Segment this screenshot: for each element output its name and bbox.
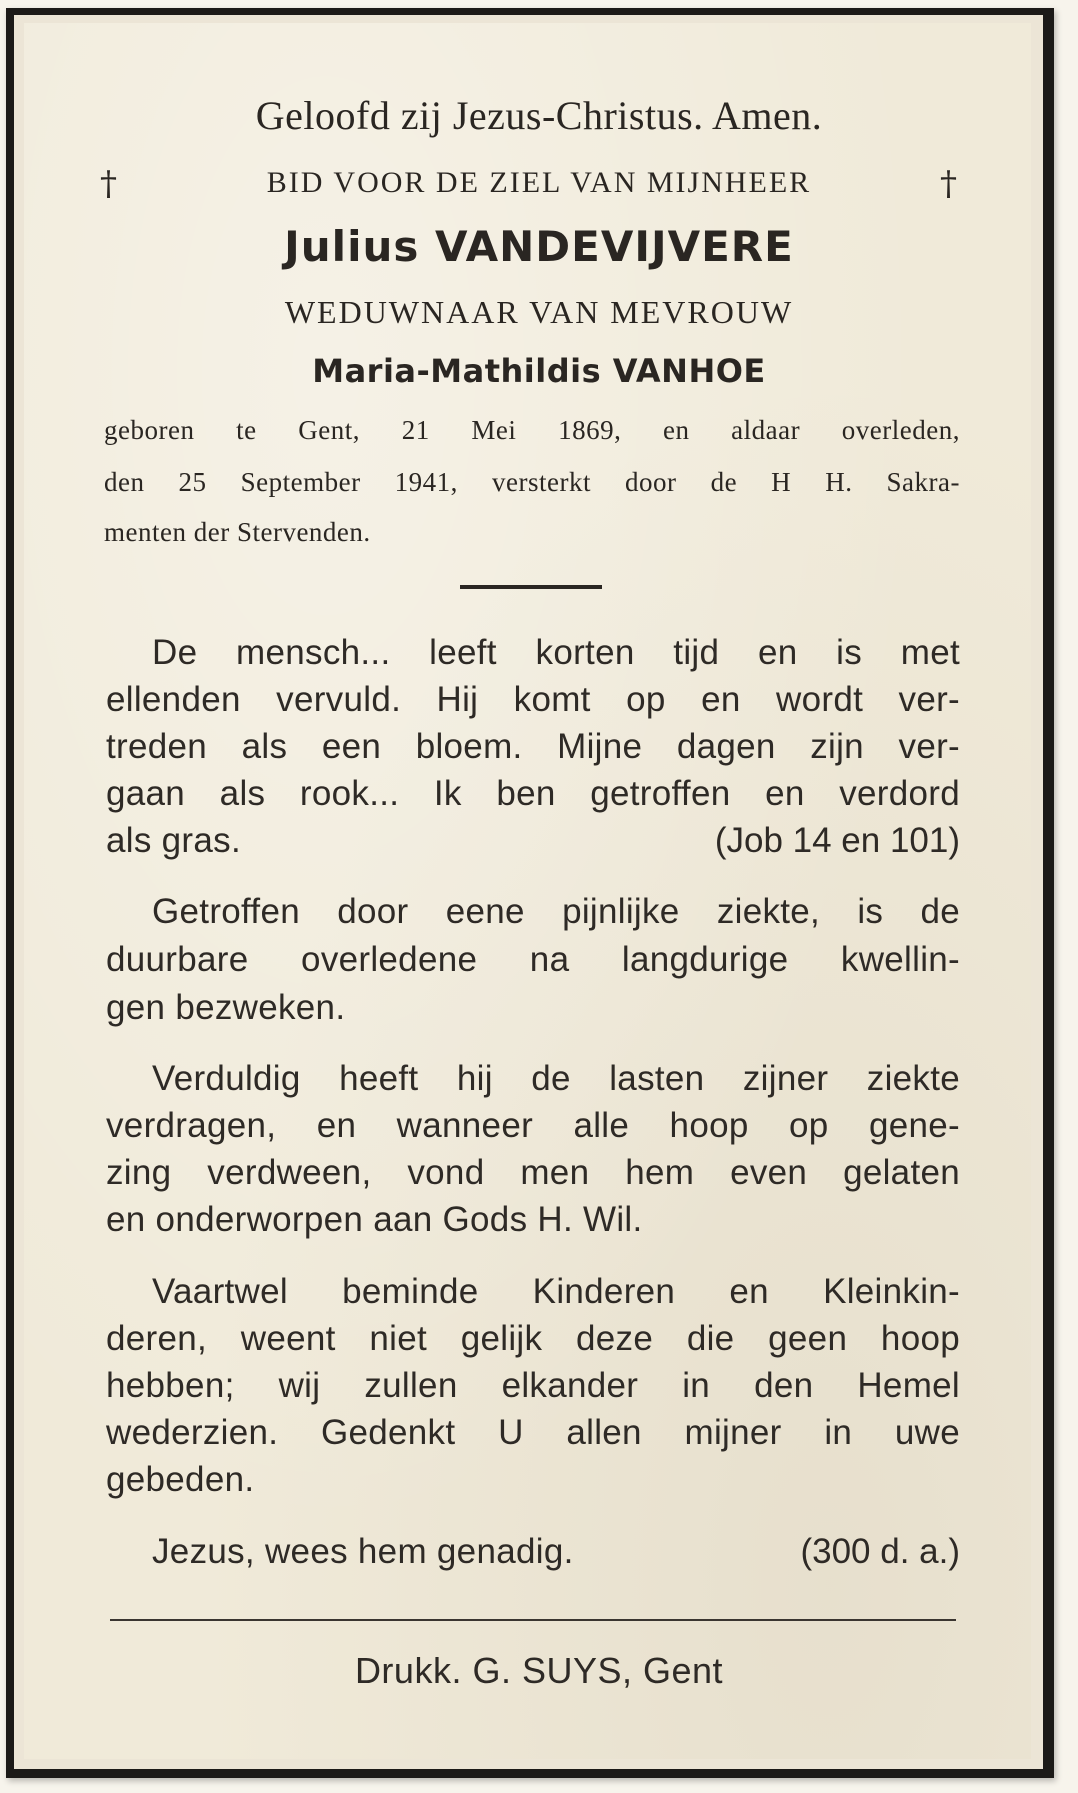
patience-line: verdragen, en wanneer alle hoop op gene- [106, 1106, 960, 1145]
farewell-line: deren, weent niet gelijk deze die geen hoop [106, 1319, 960, 1358]
prayer-heading: BID VOOR DE ZIEL VAN MIJNHEER [266, 166, 812, 199]
spouse-name: Maria-Mathildis VANHOE [312, 352, 766, 390]
bio-line-birth: geboren te Gent, 21 Mei 1869, en aldaar overleden, [104, 415, 960, 445]
bio-line-sacraments: menten der Stervenden. [104, 517, 371, 547]
illness-line: Getroffen door eene pijnlijke ziekte, is de [152, 892, 960, 931]
printer-credit: Drukk. G. SUYS, Gent [354, 1650, 724, 1691]
deceased-name: Julius VANDEVIJVERE [284, 222, 794, 271]
cross-right-icon: † [940, 164, 957, 204]
verse-line: gaan als rook... Ik ben getroffen en verdord [106, 774, 960, 813]
verse-line: als gras. [106, 821, 241, 860]
invocation-heading: Geloofd zij Jezus-Christus. Amen. [255, 93, 823, 138]
widower-line: WEDUWNAAR VAN MEVROUW [284, 294, 794, 330]
farewell-line: hebben; wij zullen elkander in den Hemel [106, 1366, 960, 1405]
farewell-line: gebeden. [106, 1460, 255, 1499]
cross-left-icon: † [100, 164, 117, 204]
bio-line-death: den 25 September 1941, versterkt door de H H. Sakra- [104, 467, 960, 497]
section-divider [460, 585, 602, 589]
verse-citation: (Job 14 en 101) [714, 821, 960, 860]
footer-divider [110, 1619, 956, 1621]
illness-line: duurbare overledene na langdurige kwellin- [106, 940, 960, 979]
verse-line: De mensch... leeft korten tijd en is met [152, 633, 960, 672]
patience-line: Verduldig heeft hij de lasten zijner ziekte [152, 1059, 960, 1098]
patience-line: zing verdween, vond men hem even gelaten [106, 1153, 960, 1192]
verse-line: treden als een bloem. Mijne dagen zijn ver- [106, 727, 960, 766]
farewell-line: wederzien. Gedenkt U allen mijner in uwe [106, 1413, 960, 1452]
verse-line: ellenden vervuld. Hij komt op en wordt ver- [106, 680, 960, 719]
illness-line: gen bezweken. [106, 988, 346, 1027]
closing-prayer: Jezus, wees hem genadig. [152, 1532, 574, 1571]
patience-line: en onderworpen aan Gods H. Wil. [106, 1200, 643, 1239]
farewell-line: Vaartwel beminde Kinderen en Kleinkin- [152, 1272, 960, 1311]
indulgence-note: (300 d. a.) [800, 1532, 960, 1571]
